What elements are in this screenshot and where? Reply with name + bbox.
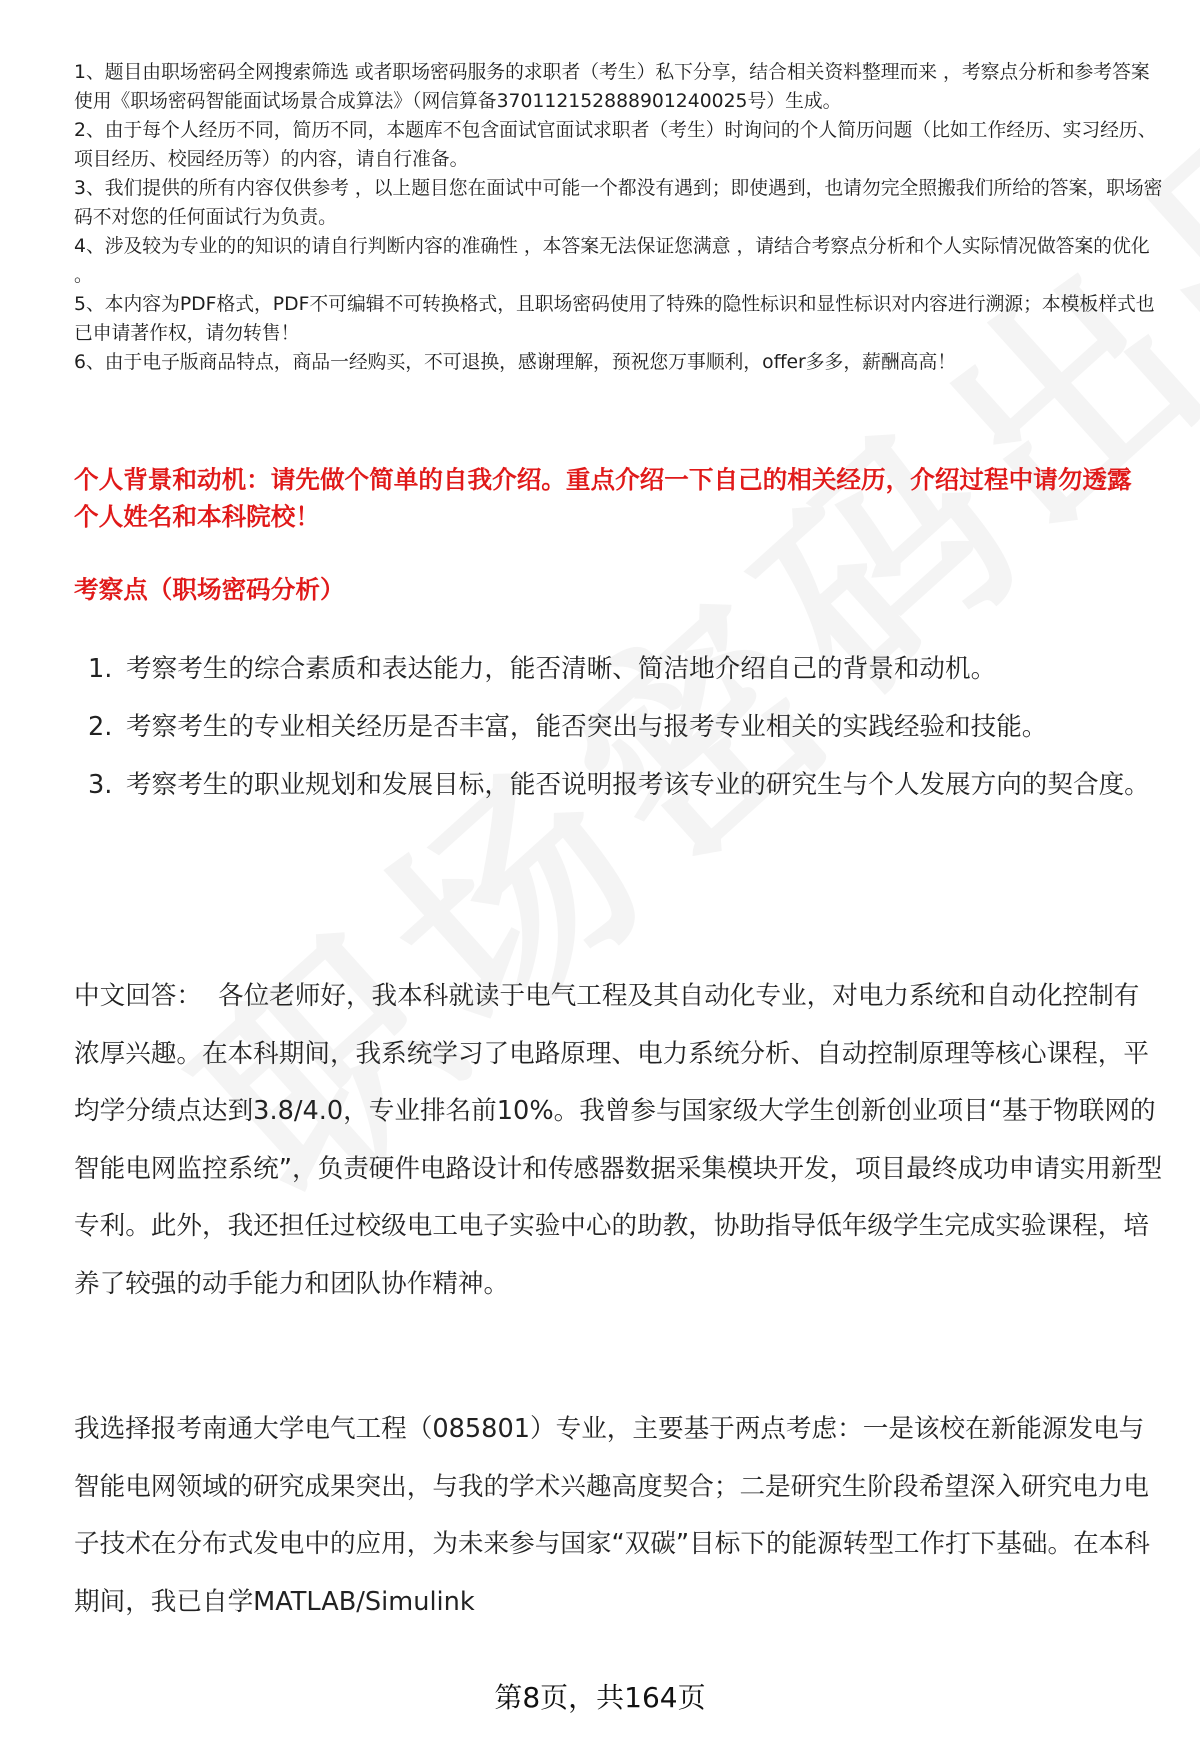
- notice-item: 5、本内容为PDF格式，PDF不可编辑不可转换格式，且职场密码使用了特殊的隐性标识和显性标识对内容进行溯源；本模板样式也已申请著作权，请勿转售！: [74, 294, 1155, 344]
- analysis-item-text: 考察考生的专业相关经历是否丰富，能否突出与报考专业相关的实践经验和技能。: [126, 712, 1048, 742]
- analysis-item-number: 1.: [88, 654, 113, 684]
- analysis-item: [74, 756, 1164, 814]
- analysis-list: [74, 640, 1164, 814]
- notice-item: 6、由于电子版商品特点，商品一经购买，不可退换，感谢理解，预祝您万事顺利，offer多多，薪酬高高！: [74, 352, 957, 373]
- answer-paragraph-1: [74, 968, 1164, 1313]
- analysis-item: [74, 698, 1164, 756]
- notice-item: 2、由于每个人经历不同，简历不同，本题库不包含面试官面试求职者（考生）时询问的个人简历问题（比如工作经历、实习经历、项目经历、校园经历等）的内容，请自行准备。: [74, 120, 1157, 170]
- answer-paragraph-2: 我选择报考南通大学电气工程（085801）专业，主要基于两点考虑：一是该校在新能源发电与智能电网领域的研究成果突出，与我的学术兴趣高度契合；二是研究生阶段希望深入研究电力电子技术在分布式发电中的应用，为未来参与国家“双碳”目标下的能源转型工作打下基础。在本科期间，我已自学MATLAB/Simulink: [74, 1414, 1150, 1617]
- notice-item: 3、我们提供的所有内容仅供参考 ，以上题目您在面试中可能一个都没有遇到；即使遇到，也请勿完全照搬我们所给的答案，职场密码不对您的任何面试行为负责。: [74, 178, 1163, 228]
- notice-item: 1、题目由职场密码全网搜索筛选 或者职场密码服务的求职者（考生）私下分享，结合相关资料整理而来 ，考察点分析和参考答案使用《职场密码智能面试场景合成算法》（网信算备370112152888901240025号）生成。: [74, 62, 1150, 112]
- analysis-item-text: 考察考生的综合素质和表达能力，能否清晰、简洁地介绍自己的背景和动机。: [126, 654, 997, 684]
- analysis-title: 考察点（职场密码分析）: [74, 575, 345, 604]
- page-number: 第8页，共164页: [494, 1681, 706, 1714]
- answer-label: 中文回答：: [74, 981, 202, 1011]
- notice-block: [74, 58, 1164, 377]
- answer-text-1: 各位老师好，我本科就读于电气工程及其自动化专业，对电力系统和自动化控制有浓厚兴趣。在本科期间，我系统学习了电路原理、电力系统分析、自动控制原理等核心课程，平均学分绩点达到3.8/4.0，专业排名前10%。我曾参与国家级大学生创新创业项目“基于物联网的智能电网监控系统”，负责硬件电路设计和传感器数据采集模块开发，项目最终成功申请实用新型专利。此外，我还担任过校级电工电子实验中心的助教，协助指导低年级学生完成实验课程，培养了较强的动手能力和团队协作精神。: [74, 981, 1163, 1299]
- analysis-item-number: 3.: [88, 770, 113, 800]
- question-title: 个人背景和动机：请先做个简单的自我介绍。重点介绍一下自己的相关经历，介绍过程中请勿透露个人姓名和本科院校！: [74, 465, 1132, 531]
- analysis-item: [74, 640, 1164, 698]
- analysis-item-text: 考察考生的职业规划和发展目标，能否说明报考该专业的研究生与个人发展方向的契合度。: [126, 770, 1150, 800]
- analysis-item-number: 2.: [88, 712, 113, 742]
- notice-item: 4、涉及较为专业的的知识的请自行判断内容的准确性 ，本答案无法保证您满意 ，请结合考察点分析和个人实际情况做答案的优化 。: [74, 236, 1150, 286]
